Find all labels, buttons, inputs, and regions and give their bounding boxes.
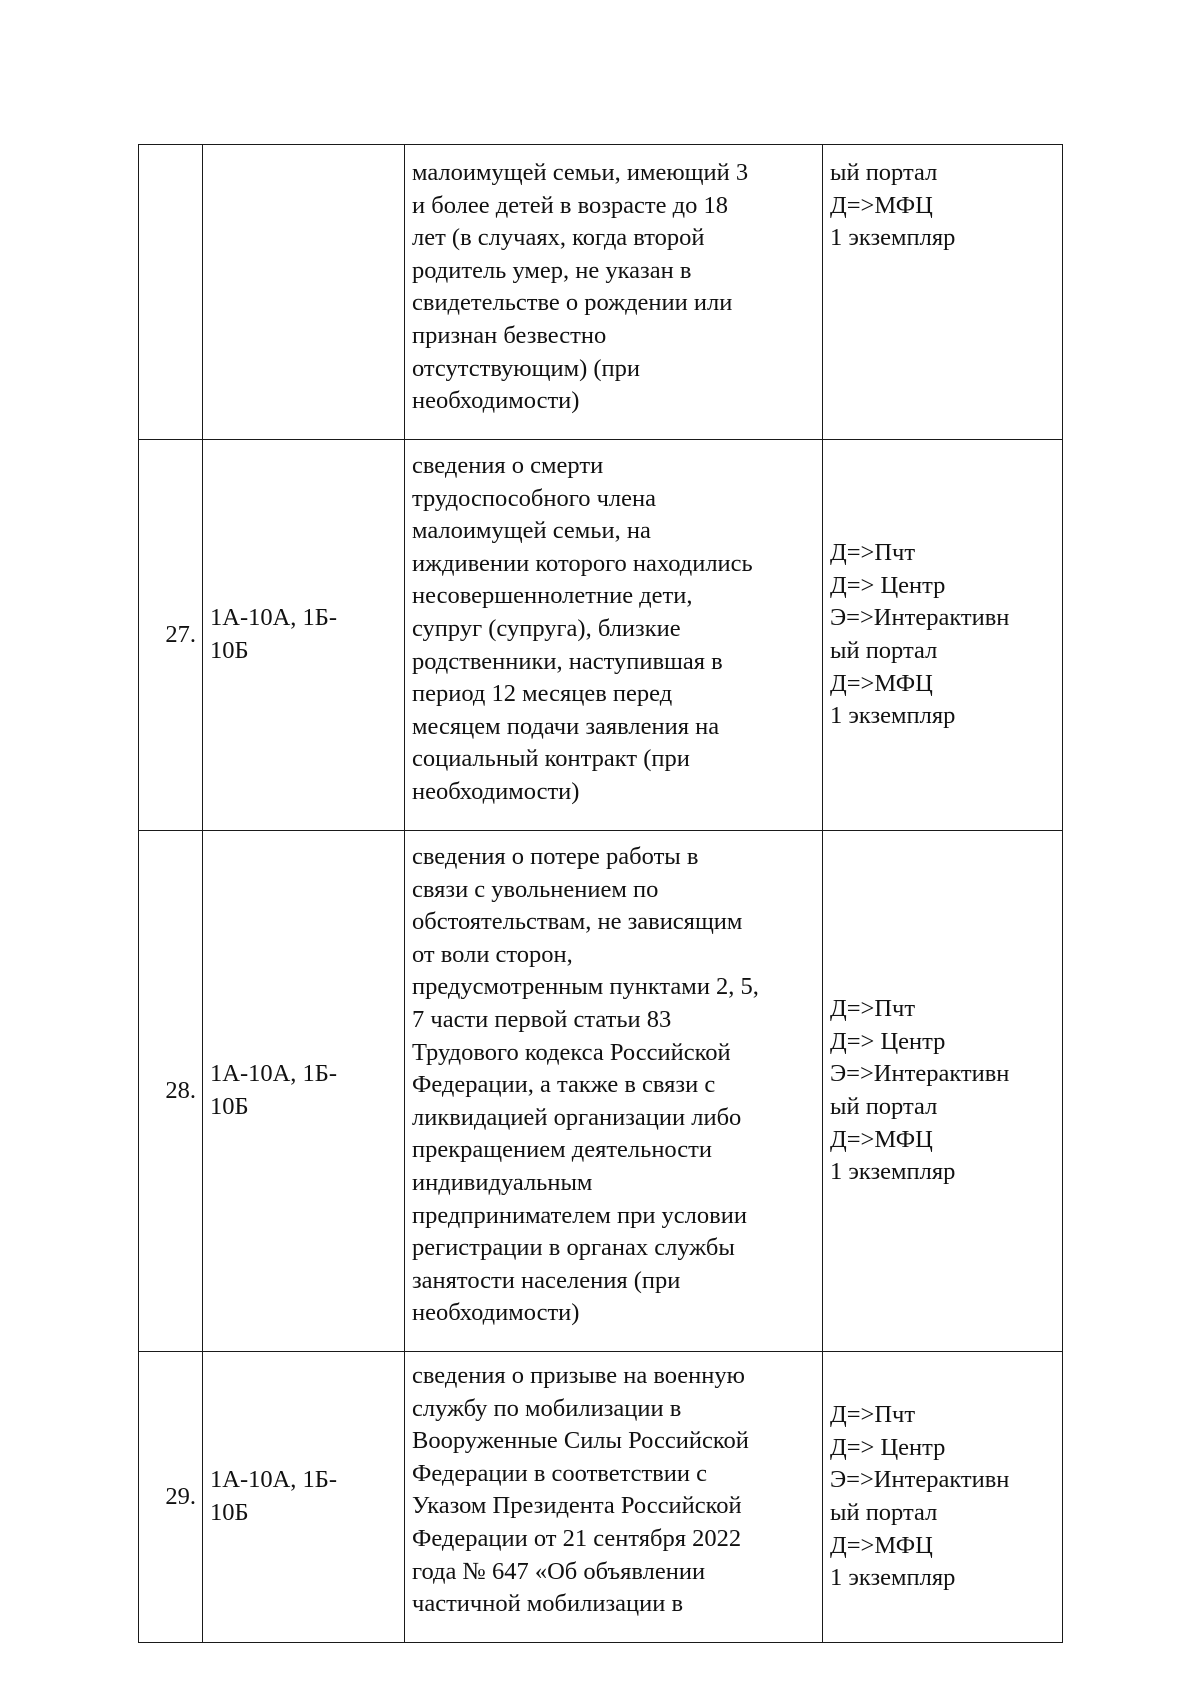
row-description-line: социальный контракт (при xyxy=(412,745,690,773)
row-description-line: родитель умер, не указан в xyxy=(412,256,692,284)
row-description-line: занятости населения (при xyxy=(412,1266,681,1294)
row-description-line: малоимущей семьи, имеющий 3 xyxy=(412,159,749,186)
table-row xyxy=(139,1352,1063,1643)
row-method-line: Д=>МФЦ xyxy=(830,1531,933,1559)
row-method-line: 1 экземпляр xyxy=(830,1158,956,1186)
row-description-line: сведения о призыве на военную xyxy=(412,1362,745,1389)
row-method-line: Д=>МФЦ xyxy=(830,669,933,697)
row-description-cell xyxy=(405,831,823,1352)
row-number: 28. xyxy=(165,1076,196,1104)
row-number-cell xyxy=(139,831,203,1352)
row-description-line: индивидуальным xyxy=(412,1168,593,1196)
row-description-line: прекращением деятельности xyxy=(412,1136,712,1164)
row-description-line: необходимости) xyxy=(412,777,580,805)
row-number-cell xyxy=(139,145,203,440)
row-method-line: Д=>МФЦ xyxy=(830,191,933,219)
row-number-cell xyxy=(139,1352,203,1643)
row-description-line: от воли сторон, xyxy=(412,940,573,968)
row-codes-cell xyxy=(203,831,405,1352)
row-description-line: признан безвестно xyxy=(412,321,607,349)
row-method-line: ый портал xyxy=(830,637,938,664)
table-row xyxy=(139,440,1063,831)
documents-table xyxy=(138,144,1063,1643)
row-description-cell xyxy=(405,145,823,440)
row-description-line: Указом Президента Российской xyxy=(412,1492,742,1520)
row-method-line: Д=>МФЦ xyxy=(830,1125,933,1153)
row-method-line: Э=>Интерактивн xyxy=(830,1060,1010,1088)
row-description-line: Вооруженные Силы Российской xyxy=(412,1427,749,1455)
row-method-line: ый портал xyxy=(830,1093,938,1120)
row-method-line: 1 экземпляр xyxy=(830,702,956,730)
row-description-line: частичной мобилизации в xyxy=(412,1590,684,1618)
row-description-line: несовершеннолетние дети, xyxy=(412,582,693,610)
row-codes-cell xyxy=(203,145,405,440)
documents-table-body xyxy=(139,145,1063,1643)
row-method-line: Д=>Пчт xyxy=(830,995,916,1023)
row-method-line: ый портал xyxy=(830,1499,938,1526)
row-description-line: 7 части первой статьи 83 xyxy=(412,1005,672,1033)
row-description-line: сведения о смерти xyxy=(412,452,604,479)
row-description-line: обстоятельствам, не зависящим xyxy=(412,908,743,936)
row-codes-cell xyxy=(203,1352,405,1643)
row-description-line: предусмотренным пунктами 2, 5, xyxy=(412,973,759,1001)
row-method-line: Д=> Центр xyxy=(830,571,946,599)
row-description-line: необходимости) xyxy=(412,387,580,415)
table-row xyxy=(139,831,1063,1352)
row-method-line: 1 экземпляр xyxy=(830,224,956,252)
row-method-line: Э=>Интерактивн xyxy=(830,1466,1010,1494)
row-description-line: свидетельстве о рождении или xyxy=(412,289,733,317)
row-description-line: месяцем подачи заявления на xyxy=(412,712,720,740)
row-description-line: отсутствующим) (при xyxy=(412,354,641,382)
row-description-line: связи с увольнением по xyxy=(412,875,659,903)
row-number: 27. xyxy=(165,620,196,648)
row-description-line: Федерации от 21 сентября 2022 xyxy=(412,1524,742,1552)
row-description-line: предпринимателем при условии xyxy=(412,1201,747,1229)
row-method-line: Д=>Пчт xyxy=(830,1401,916,1429)
row-description-line: трудоспособного члена xyxy=(412,484,656,512)
row-method-line: Д=>Пчт xyxy=(830,539,916,567)
row-description-line: иждивении которого находились xyxy=(412,549,753,577)
row-description-line: период 12 месяцев перед xyxy=(412,680,673,708)
row-description-line: года № 647 «Об объявлении xyxy=(412,1557,706,1585)
row-codes-cell xyxy=(203,440,405,831)
row-method-line: Д=> Центр xyxy=(830,1433,946,1461)
row-code-line: 1А-10А, 1Б- xyxy=(210,1060,338,1088)
row-description-line: лет (в случаях, когда второй xyxy=(412,224,705,252)
row-number-cell xyxy=(139,440,203,831)
row-description-line: родственники, наступившая в xyxy=(412,647,723,675)
row-code-line: 10Б xyxy=(210,637,249,664)
row-number: 29. xyxy=(165,1482,196,1510)
row-code-line: 10Б xyxy=(210,1093,249,1120)
row-description-line: Трудового кодекса Российской xyxy=(412,1038,731,1066)
row-description-line: регистрации в органах службы xyxy=(412,1234,735,1262)
row-method-cell xyxy=(823,831,1063,1352)
row-description-line: ликвидацией организации либо xyxy=(412,1103,742,1131)
row-method-cell xyxy=(823,1352,1063,1643)
table-row xyxy=(139,145,1063,440)
row-description-line: сведения о потере работы в xyxy=(412,843,699,870)
row-description-line: службу по мобилизации в xyxy=(412,1394,682,1422)
row-description-line: малоимущей семьи, на xyxy=(412,517,651,545)
row-description-line: Федерации в соответствии с xyxy=(412,1459,707,1487)
row-method-line: Д=> Центр xyxy=(830,1027,946,1055)
row-code-line: 1А-10А, 1Б- xyxy=(210,1466,338,1494)
row-code-line: 1А-10А, 1Б- xyxy=(210,604,338,632)
row-description-cell xyxy=(405,1352,823,1643)
row-description-line: и более детей в возрасте до 18 xyxy=(412,191,728,219)
row-method-cell xyxy=(823,145,1063,440)
row-method-line: Э=>Интерактивн xyxy=(830,604,1010,632)
row-description-line: необходимости) xyxy=(412,1299,580,1327)
row-description-line: супруг (супруга), близкие xyxy=(412,614,681,642)
row-code-line: 10Б xyxy=(210,1499,249,1526)
row-method-line: 1 экземпляр xyxy=(830,1564,956,1592)
row-description-line: Федерации, а также в связи с xyxy=(412,1071,716,1099)
row-method-line: ый портал xyxy=(830,159,938,186)
row-description-cell xyxy=(405,440,823,831)
row-method-cell xyxy=(823,440,1063,831)
